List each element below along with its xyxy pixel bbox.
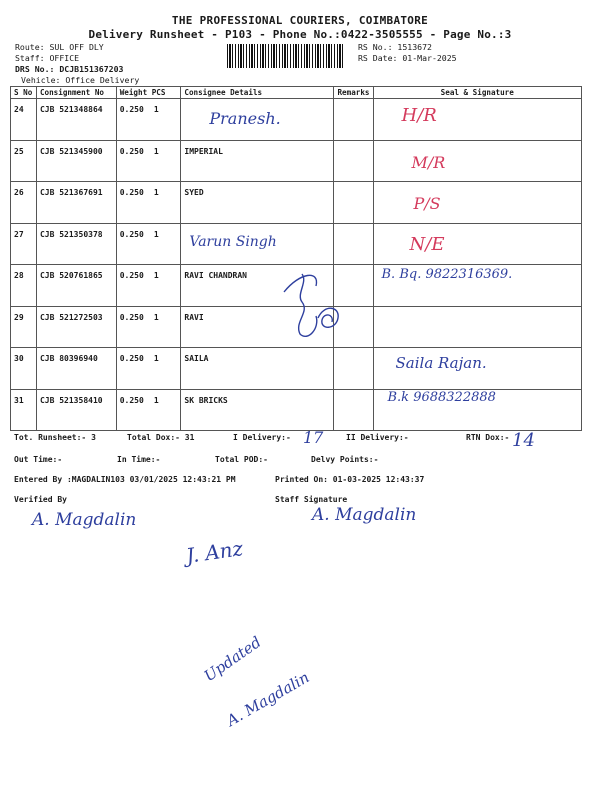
- col-seal-signature: Seal & Signature: [373, 87, 582, 99]
- cell-seal-signature: [373, 99, 582, 141]
- cell-consignee: [181, 348, 334, 390]
- consignee-printed: SK BRICKS: [184, 395, 228, 405]
- delvy-points: Delvy Points:-: [311, 455, 379, 464]
- i-delivery-handwritten: 17: [303, 428, 324, 447]
- runsheet-subtitle: Delivery Runsheet - P103 - Phone No.:0422-3505555 - Page No.:3: [88, 28, 512, 41]
- signature-handwritten: B. Bq. 9822316369.: [381, 267, 513, 282]
- cell-seal-signature: [373, 182, 582, 224]
- cell-sno: 24: [11, 99, 37, 141]
- route-text: Route: SUL OFF DLY: [15, 42, 104, 52]
- cell-consignee: [181, 99, 334, 141]
- cell-weight: 0.250: [119, 146, 144, 156]
- signature-handwritten: Saila Rajan.: [395, 354, 487, 372]
- signature-handwritten: N/E: [409, 233, 445, 255]
- signature-handwritten: B.k 9688322888: [387, 389, 496, 405]
- staff-signature: A. Magdalin: [312, 505, 417, 525]
- cell-sno: 27: [11, 223, 37, 265]
- cell-sno: 26: [11, 182, 37, 224]
- in-time: In Time:-: [117, 455, 161, 464]
- cell-remarks: [334, 348, 373, 390]
- cell-seal-signature: [373, 306, 582, 348]
- entered-by: Entered By :MAGDALIN103 03/01/2025 12:43:21 PM: [14, 475, 236, 484]
- cell-pcs: 1: [153, 395, 159, 405]
- cell-consignee: [181, 389, 334, 431]
- cell-consignment: CJB 521350378: [36, 223, 116, 265]
- total-pod: Total POD:-: [215, 455, 268, 464]
- cell-consignee: [181, 182, 334, 224]
- cell-seal-signature: [373, 140, 582, 182]
- cell-sno: 29: [11, 306, 37, 348]
- col-consignee: Consignee Details: [181, 87, 334, 99]
- updated-signature: A. Magdalin: [223, 668, 313, 730]
- cell-weight: 0.250: [119, 229, 144, 239]
- col-weight-pcs: Weight PCS: [116, 87, 181, 99]
- signature-handwritten: H/R: [401, 105, 437, 126]
- i-delivery: I Delivery:-: [233, 433, 291, 442]
- cell-sno: 28: [11, 265, 37, 307]
- cell-pcs: 1: [153, 188, 159, 197]
- consignee-printed: RAVI CHANDRAN: [184, 271, 247, 280]
- consignee-handwritten: Varun Singh: [189, 233, 277, 250]
- cell-weight-pcs: [116, 182, 181, 224]
- table-row: [11, 182, 582, 224]
- cell-consignment: CJB 521272503: [36, 306, 116, 348]
- col-consignment: Consignment No: [36, 87, 116, 99]
- updated-note: Updated: [200, 632, 265, 686]
- cell-sno: 30: [11, 348, 37, 390]
- cell-weight: 0.250: [119, 271, 144, 280]
- cell-weight: 0.250: [119, 312, 144, 322]
- ii-delivery: II Delivery:-: [346, 433, 409, 442]
- cell-weight-pcs: [116, 140, 181, 182]
- cell-consignment: CJB 80396940: [36, 348, 116, 390]
- cell-weight: 0.250: [119, 354, 144, 363]
- rs-number: RS No.: 1513672: [358, 42, 432, 52]
- cell-weight-pcs: [116, 223, 181, 265]
- cell-pcs: 1: [153, 105, 159, 114]
- cell-consignment: CJB 521367691: [36, 182, 116, 224]
- cell-seal-signature: [373, 223, 582, 265]
- printed-on: Printed On: 01-03-2025 12:43:37: [275, 475, 425, 484]
- barcode: [227, 44, 345, 68]
- cell-pcs: 1: [153, 271, 159, 280]
- vehicle-text: Vehicle: Office Delivery: [21, 75, 140, 85]
- col-sno: S No: [11, 87, 37, 99]
- verified-signature: A. Magdalin: [32, 510, 137, 530]
- cell-remarks: [334, 389, 373, 431]
- cell-weight-pcs: [116, 348, 181, 390]
- cell-consignment: CJB 521348864: [36, 99, 116, 141]
- rtn-dox-handwritten: 14: [512, 430, 535, 451]
- cell-sno: 25: [11, 140, 37, 182]
- signature-handwritten: M/R: [411, 152, 446, 172]
- cell-sno: 31: [11, 389, 37, 431]
- total-dox: Total Dox:- 31: [127, 433, 195, 442]
- rs-date: RS Date: 01-Mar-2025: [358, 53, 457, 63]
- staff-signature-label: Staff Signature: [275, 495, 348, 504]
- rtn-dox: RTN Dox:-: [466, 433, 510, 442]
- out-time: Out Time:-: [14, 455, 63, 464]
- staff-text: Staff: OFFICE: [15, 53, 80, 63]
- consignee-printed: SYED: [184, 188, 204, 197]
- cell-remarks: [334, 182, 373, 224]
- consignee-printed: SAILA: [184, 354, 209, 363]
- cell-seal-signature: [373, 348, 582, 390]
- verified-by-label: Verified By: [14, 495, 67, 504]
- cell-pcs: 1: [153, 312, 159, 322]
- table-row: [11, 223, 582, 265]
- signature-handwritten: P/S: [413, 194, 441, 213]
- col-remarks: Remarks: [334, 87, 373, 99]
- cell-pcs: 1: [153, 229, 159, 239]
- company-title: THE PROFESSIONAL COURIERS, COIMBATORE: [171, 14, 429, 27]
- cell-pcs: 1: [153, 146, 159, 156]
- cell-weight-pcs: [116, 306, 181, 348]
- cell-weight-pcs: [116, 389, 181, 431]
- cell-consignment: CJB 521358410: [36, 389, 116, 431]
- cell-weight: 0.250: [119, 105, 144, 114]
- cell-weight-pcs: [116, 265, 181, 307]
- cell-remarks: [334, 99, 373, 141]
- cell-seal-signature: [373, 389, 582, 431]
- tot-runsheet: Tot. Runsheet:- 3: [14, 433, 96, 442]
- table-header-row: [11, 87, 582, 99]
- cell-weight: 0.250: [119, 188, 144, 197]
- table-row: [11, 99, 582, 141]
- runsheet-meta-left: [15, 42, 139, 86]
- consignee-handwritten: Pranesh.: [209, 109, 281, 128]
- scribble-signature: [280, 268, 360, 348]
- cell-pcs: 1: [153, 354, 159, 363]
- runsheet-table: [10, 86, 582, 431]
- cell-weight: 0.250: [119, 395, 144, 405]
- table-row: [11, 140, 582, 182]
- consignee-printed: RAVI: [184, 312, 204, 322]
- cell-consignee: [181, 223, 334, 265]
- cell-consignee: [181, 140, 334, 182]
- cell-remarks: [334, 223, 373, 265]
- table-row: [11, 389, 582, 431]
- drs-number: DRS No.: DCJB151367203: [15, 64, 124, 74]
- scribble-path: [284, 274, 338, 336]
- table-row: [11, 348, 582, 390]
- consignee-printed: IMPERIAL: [184, 146, 223, 156]
- cell-remarks: [334, 140, 373, 182]
- cell-consignment: CJB 521345900: [36, 140, 116, 182]
- middle-signature: J. Anz: [184, 536, 245, 568]
- cell-weight-pcs: [116, 99, 181, 141]
- cell-consignment: CJB 520761865: [36, 265, 116, 307]
- runsheet-meta-right: [358, 42, 457, 64]
- cell-seal-signature: [373, 265, 582, 307]
